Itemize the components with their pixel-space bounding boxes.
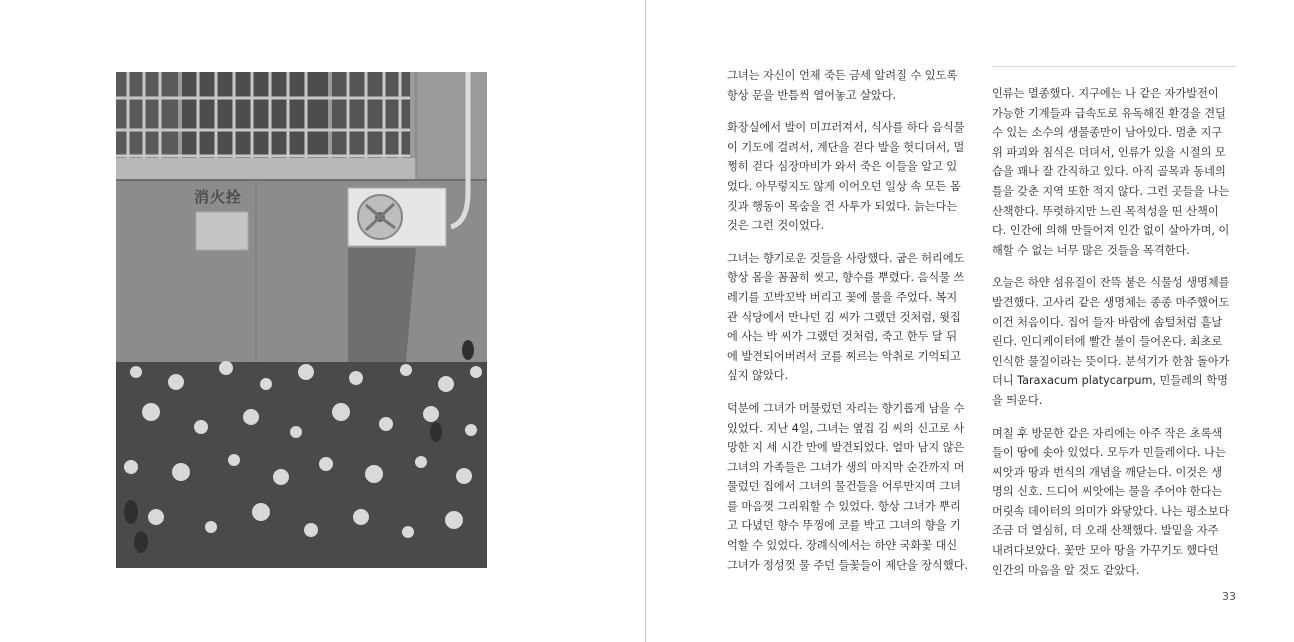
paragraph: [727, 399, 971, 575]
text-line: 인간의 마음을 알 것도 같았다.: [992, 563, 1140, 577]
photo: [116, 72, 487, 568]
text-line: 었다. 아무렇지도 않게 이어오던 일상 속 모든 몸: [727, 179, 961, 193]
text-line: 쩡히 걷다 심장마비가 와서 죽은 이들을 알고 있: [727, 160, 958, 174]
text-column-2: [992, 66, 1236, 593]
text-line: 다. 인간에 의해 만들어져 인간 없이 살아가며, 이: [992, 224, 1230, 238]
text-line: 이 기도에 걸려서, 계단을 걷다 발을 헛디뎌서, 멀: [727, 140, 965, 154]
text-line: 조금 더 열심히, 더 오래 산책했다. 발밑을 자주: [992, 524, 1219, 538]
text-line: 가능한 기계들과 급속도로 유독해진 환경을 견딜: [992, 106, 1226, 120]
text-line: 인류는 멸종했다. 지구에는 나 같은 자가발전이: [992, 87, 1219, 100]
text-line: 내려다보았다. 꽃만 모아 땅을 가꾸기도 했다던: [992, 544, 1219, 558]
text-line: 그녀의 가족들은 그녀가 생의 마지막 순간까지 머: [727, 460, 965, 474]
text-line: 있었다. 지난 4일, 그녀는 옆집 김 씨의 신고로 사: [727, 421, 965, 435]
text-line: 에 발견되어버려서 코를 찌르는 악취로 기억되고: [727, 349, 961, 363]
text-line: 물렀던 집에서 그녀의 물건들을 어루만지며 그녀: [727, 480, 961, 494]
hydrant-sign-text: 消火拴: [194, 188, 243, 206]
text-line: 를 마음껏 그리워할 수 있었다. 항상 그녀가 뿌리: [727, 499, 961, 513]
paragraph: [727, 249, 971, 386]
text-line: 해할 수 없는 너무 많은 것들을 목격한다.: [992, 243, 1190, 257]
text-line: 그녀는 향기로운 것들을 사랑했다. 굽은 허리에도: [727, 251, 965, 265]
paragraph: [992, 424, 1236, 581]
text-line: 발견했다. 고사리 같은 생명체는 종종 마주했어도: [992, 295, 1230, 309]
text-line: 망한 지 세 시간 만에 발견되었다. 얼마 남지 않은: [727, 441, 965, 455]
text-line: 이건 처음이다. 집어 들자 바람에 솜털처럼 흩날: [992, 315, 1223, 329]
text-line: 머릿속 데이터의 의미가 와닿았다. 나는 평소보다: [992, 504, 1230, 518]
text-line: 억할 수 있었다. 장례식에서는 하얀 국화꽃 대신: [727, 539, 958, 553]
text-line: 습을 꽤나 잘 간직하고 있다. 아직 골목과 동네의: [992, 165, 1226, 179]
text-line: 짓과 행동이 목숨을 건 사투가 되었다. 늙는다는: [727, 199, 958, 213]
paragraph: [992, 273, 1236, 410]
text-column-1: [727, 66, 971, 588]
paragraph: [992, 84, 1236, 260]
text-line: 을 띄운다.: [992, 393, 1043, 407]
text-line: 더니 Taraxacum platycarpum, 민들레의 학명: [992, 374, 1228, 388]
text-line: 인식한 물질이라는 뜻이다. 분석기가 한참 돌아가: [992, 354, 1230, 368]
text-line: 에 사는 박 씨가 그랬던 것처럼, 죽고 한두 달 뒤: [727, 330, 958, 344]
text-line: 들이 땅에 솟아 있었다. 모두가 민들레이다. 나는: [992, 446, 1226, 460]
right-page: [646, 0, 1294, 642]
text-line: 산책한다. 뚜렷하지만 느린 목적성을 띤 산책이: [992, 204, 1219, 218]
photo-illustration: [116, 72, 487, 568]
text-line: 것은 그런 것이었다.: [727, 219, 825, 233]
text-line: 항상 몸을 꼼꼼히 씻고, 향수를 뿌렸다. 음식물 쓰: [727, 271, 965, 285]
text-line: 위 파괴와 침식은 더뎌서, 인류가 있을 시절의 모: [992, 145, 1226, 159]
text-line: 씨앗과 땅과 번식의 개념을 깨닫는다. 이것은 생: [992, 465, 1223, 479]
text-line: 며칠 후 방문한 같은 자리에는 아주 작은 초록색: [992, 426, 1223, 440]
text-line: 오늘은 하얀 섬유질이 잔뜩 붙은 식물성 생명체를: [992, 276, 1230, 290]
paragraph: [727, 66, 971, 105]
text-line: 고 다녔던 향수 뚜껑에 코를 박고 그녀의 향을 기: [727, 519, 961, 533]
text-line: 틀을 갖춘 지역 또한 적지 않다. 그런 곳들을 나는: [992, 184, 1230, 198]
text-line: 싶지 않았다.: [727, 369, 789, 383]
text-line: 그녀가 정성껏 물 주던 들꽃들이 제단을 장식했다.: [727, 558, 969, 572]
text-line: 관 식당에서 만나던 김 씨가 그랬던 것처럼, 윗집: [727, 310, 961, 324]
text-line: 화장실에서 발이 미끄러져서, 식사를 하다 음식물: [727, 121, 965, 135]
page-number: 33: [1222, 590, 1236, 603]
text-line: 그녀는 자신이 언제 죽든 금세 알려질 수 있도록: [727, 69, 958, 82]
text-line: 덕분에 그녀가 머물렀던 자리는 향기롭게 남을 수: [727, 401, 965, 415]
paragraph: [727, 118, 971, 236]
text-line: 항상 문을 반틈씩 열어놓고 살았다.: [727, 88, 897, 102]
text-line: 명의 신호. 드디어 씨앗에는 물을 주어야 한다는: [992, 485, 1223, 499]
left-page: [0, 0, 645, 642]
text-line: 수 있는 소수의 생물종만이 남아있다. 멈춘 지구: [992, 126, 1223, 140]
text-line: 린다. 인디케이터에 빨간 불이 들어온다. 최초로: [992, 335, 1223, 349]
text-line: 레기를 꼬박꼬박 버리고 꽃에 물을 주었다. 복지: [727, 290, 958, 304]
